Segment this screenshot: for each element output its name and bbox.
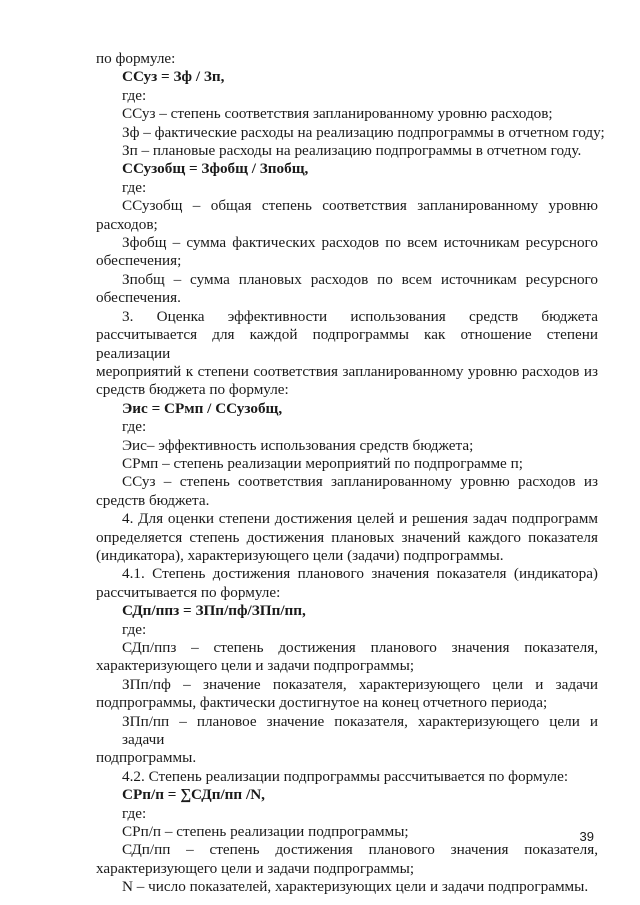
text-line: средств бюджета по формуле: bbox=[96, 381, 289, 399]
formula-line: ССузобщ = Зфобщ / Зпобщ, bbox=[122, 160, 309, 178]
text-line: где: bbox=[122, 86, 147, 104]
formula-line: Эис = СРмп / ССузобщ, bbox=[122, 399, 283, 417]
text-line: Зпобщ – сумма плановых расходов по всем источникам ресурсного bbox=[122, 270, 598, 288]
text-line: N – число показателей, характеризующих цели и задачи подпрограммы. bbox=[122, 878, 589, 896]
text-line: где: bbox=[122, 418, 147, 436]
text-line: СДп/ппз – степень достижения планового значения показателя, bbox=[122, 639, 598, 656]
text-line: 3. Оценка эффективности использования средств бюджета bbox=[122, 307, 598, 325]
text-line: где: bbox=[122, 804, 147, 822]
text-line: средств бюджета. bbox=[96, 491, 210, 509]
text-line: ССузобщ – общая степень соответствия запланированному уровню bbox=[122, 197, 598, 215]
text-line: ССуз – степень соответствия запланированному уровню расходов; bbox=[122, 105, 553, 123]
text-line: рассчитывается по формуле: bbox=[96, 583, 281, 601]
text-line: обеспечения; bbox=[96, 252, 182, 270]
text-line: 4. Для оценки степени достижения целей и решения задач подпрограмм bbox=[122, 510, 598, 528]
formula-line: ССуз = Зф / Зп, bbox=[122, 68, 225, 86]
text-line: характеризующего цели и задачи подпрограммы; bbox=[96, 859, 415, 877]
text-line: подпрограммы. bbox=[96, 749, 197, 767]
text-line: расходов; bbox=[96, 215, 158, 233]
text-line: ССуз – степень соответствия запланированному уровню расходов из bbox=[122, 473, 598, 491]
text-line: по формуле: bbox=[96, 50, 176, 67]
text-line: Зф – фактические расходы на реализацию подпрограммы в отчетном году; bbox=[122, 123, 605, 141]
text-line: мероприятий к степени соответствия запланированному уровню расходов из bbox=[96, 362, 598, 380]
text-line: ЗПп/пп – плановое значение показателя, характеризующего цели и задачи bbox=[122, 712, 598, 749]
text-line: рассчитывается для каждой подпрограммы как отношение степени реализации bbox=[96, 326, 598, 362]
text-line: где: bbox=[122, 620, 147, 638]
text-line: ЗПп/пф – значение показателя, характеризующего цели и задачи bbox=[122, 675, 598, 693]
text-line: 4.1. Степень достижения планового значения показателя (индикатора) bbox=[122, 565, 598, 583]
formula-line: СРп/п = ∑СДп/пп /N, bbox=[122, 786, 265, 804]
text-line: СРмп – степень реализации мероприятий по подпрограмме п; bbox=[122, 454, 523, 472]
text-line: Зфобщ – сумма фактических расходов по всем источникам ресурсного bbox=[122, 234, 598, 252]
text-line: характеризующего цели и задачи подпрограммы; bbox=[96, 657, 415, 675]
text-line: обеспечения. bbox=[96, 289, 181, 307]
text-line: СДп/пп – степень достижения планового значения показателя, bbox=[122, 841, 598, 859]
text-line: определяется степень достижения плановых значений каждого показателя bbox=[96, 528, 598, 546]
text-line: Зп – плановые расходы на реализацию подпрограммы в отчетном году. bbox=[122, 142, 582, 160]
text-line: (индикатора), характеризующего цели (задачи) подпрограммы. bbox=[96, 546, 504, 564]
text-line: Эис– эффективность использования средств бюджета; bbox=[122, 436, 474, 454]
formula-line: СДп/ппз = ЗПп/пф/ЗПп/пп, bbox=[122, 602, 306, 620]
text-line: подпрограммы, фактически достигнутое на конец отчетного периода; bbox=[96, 694, 548, 712]
text-line: 4.2. Степень реализации подпрограммы рассчитывается по формуле: bbox=[122, 767, 569, 785]
page-number: 39 bbox=[579, 829, 594, 844]
text-line: где: bbox=[122, 178, 147, 196]
text-line: СРп/п – степень реализации подпрограммы; bbox=[122, 823, 409, 841]
document-body bbox=[96, 50, 605, 897]
